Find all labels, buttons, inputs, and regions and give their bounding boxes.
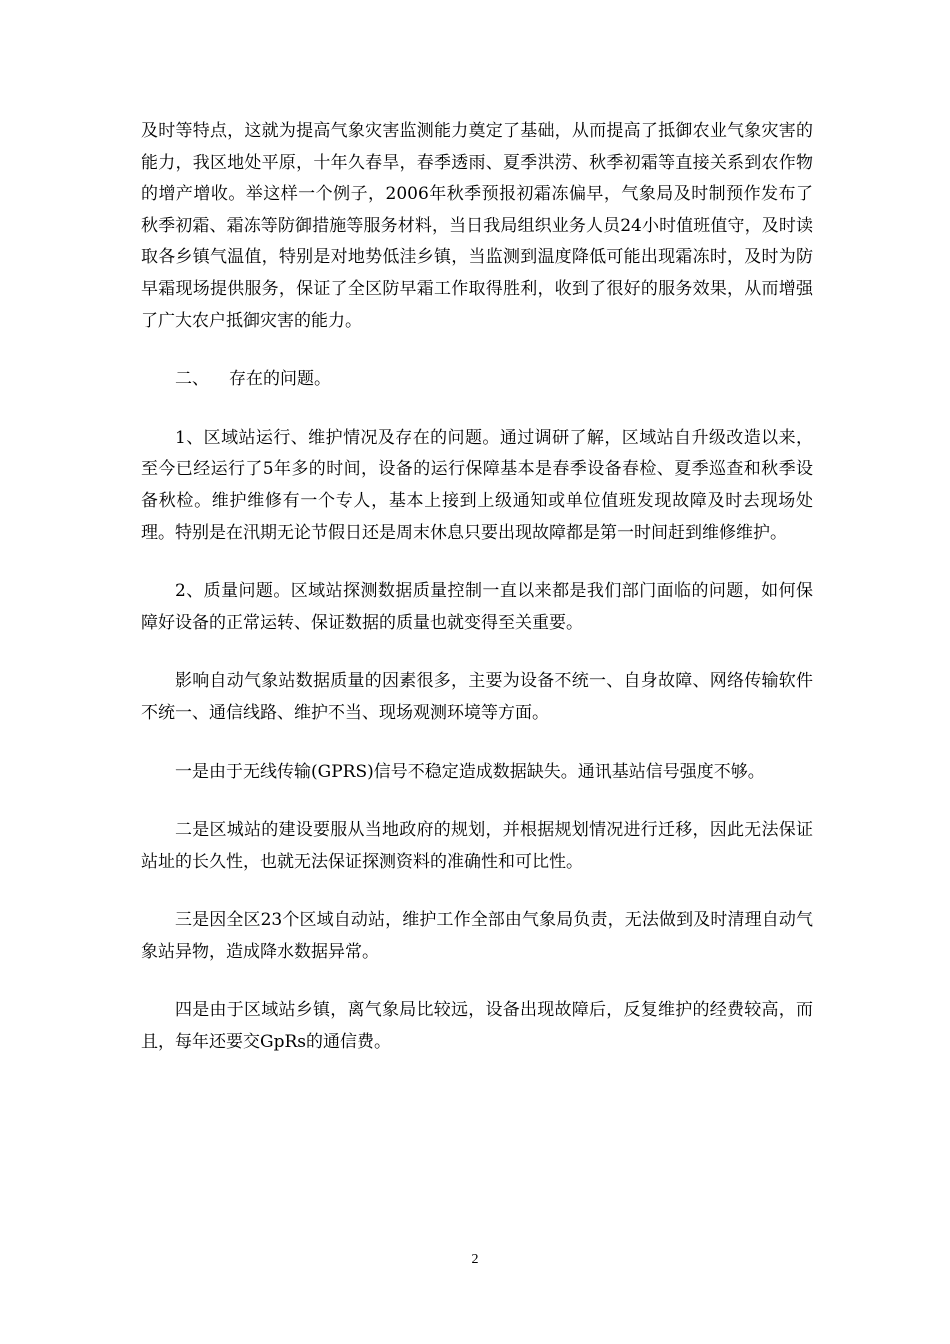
paragraph-point-one: 一是由于无线传输(GPRS)信号不稳定造成数据缺失。通讯基站信号强度不够。: [175, 761, 765, 782]
paragraph-quality-factors: 影响自动气象站数据质量的因素很多，主要为设备不统一、自身故障、网络传输软件不统一、通信线路、维护不当、现场观测环境等方面。: [141, 671, 813, 723]
section-heading: [141, 364, 813, 396]
paragraph-point-three: 三是因全区23个区域自动站，维护工作全部由气象局负责，无法做到及时清理自动气象站异物，造成降水数据异常。: [141, 910, 813, 962]
section-heading-text: 存在的问题。: [229, 369, 331, 390]
paragraph-station-operation: 1、区域站运行、维护情况及存在的问题。通过调研了解，区域站自升级改造以来，至今已经运行了5年多的时间，设备的运行保障基本是春季设备春检、夏季巡查和秋季设备秋检。维护维修有一个专人，基本上接到上级通知或单位值班发现故障及时去现场处理。特别是在汛期无论节假日还是周末休息只要出现故障都是第一时间赶到维修维护。: [141, 427, 813, 543]
paragraph-point-two: 二是区城站的建设要服从当地政府的规划，并根据规划情况进行迁移，因此无法保证站址的长久性，也就无法保证探测资料的准确性和可比性。: [141, 820, 813, 872]
paragraph-quality-issue: 2、质量问题。区域站探测数据质量控制一直以来都是我们部门面临的问题，如何保障好设备的正常运转、保证数据的质量也就变得至关重要。: [141, 581, 813, 633]
section-heading-number: 二、: [175, 369, 209, 390]
paragraph-intro-continuation: 及时等特点，这就为提高气象灾害监测能力奠定了基础，从而提高了抵御农业气象灾害的能力，我区地处平原，十年久春旱，春季透雨、夏季洪涝、秋季初霜等直接关系到农作物的增产增收。举这样一个例子，2006年秋季预报初霜冻偏早，气象局及时制预作发布了秋季初霜、霜冻等防御措施等服务材料，当日我局组织业务人员24小时值班值守，及时读取各乡镇气温值，特别是对地势低洼乡镇，当监测到温度降低可能出现霜冻时，及时为防早霜现场提供服务，保证了全区防早霜工作取得胜利，收到了很好的服务效果，从而增强了广大农户抵御灾害的能力。: [141, 121, 813, 331]
paragraph-point-four: 四是由于区域站乡镇，离气象局比较远，设备出现故障后，反复维护的经费较高，而且，每年还要交GpRs的通信费。: [141, 1000, 813, 1053]
document-body: [141, 116, 813, 1059]
page-number: 2: [471, 1252, 479, 1267]
